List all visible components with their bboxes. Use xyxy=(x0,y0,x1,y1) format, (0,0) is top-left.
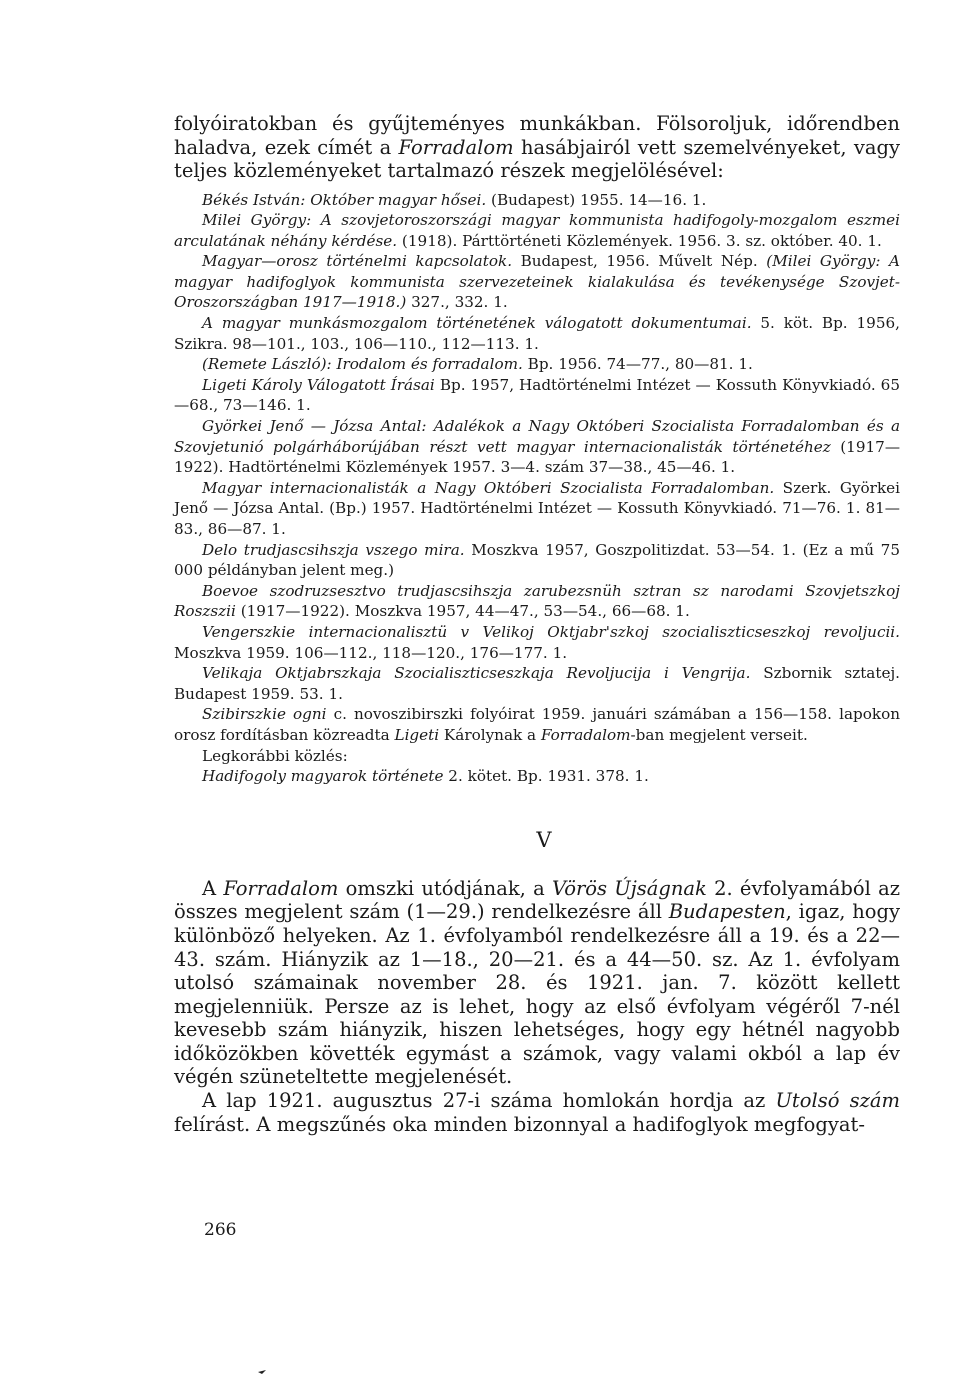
section-body xyxy=(174,877,900,1137)
bibliography-entry: Hadifogoly magyarok története 2. kötet. Bp. 1931. 378. 1. xyxy=(202,767,649,786)
bibliography-entry: Magyar internacionalisták a Nagy Októberi Szocialista Forradalomban. Szerk. Györkei Jenő — Józsa Antal. (Bp.) 1957. Hadtörténelmi Intézet — Kossuth Könyvkiadó. 71—76. 1. 81—83., 86—87. 1. xyxy=(174,478,900,538)
intro-paragraph: folyóiratokban és gyűjteményes munkákban. Fölsoroljuk, időrendben haladva, ezek címét a Forradalom hasábjairól vett szemelvényeket, vagy teljes közleményeket tartalmazó részek megjelölésével: xyxy=(174,112,900,182)
bibliography-entry: Vengerszkie internacionalisztü v Velikoj Oktjabr'szkoj szocialiszticseszkoj revoljucii. Moszkva 1959. 106—112., 118—120., 176—177. 1. xyxy=(174,622,900,662)
bibliography-entry: Velikaja Oktjabrszkaja Szocialiszticseszkaja Revoljucija i Vengrija. Szbornik sztatej. Budapest 1959. 53. 1. xyxy=(174,664,900,703)
bibliography-entry: (Remete László): Irodalom és forradalom. Bp. 1956. 74—77., 80—81. 1. xyxy=(202,355,753,374)
bibliography-entry: Milei György: A szovjetoroszországi magyar kommunista hadifogoly-mozgalom eszmei arculatának néhány kérdése. (1918). Párttörténeti Közlemények. 1956. 3. sz. október. 40. 1. xyxy=(174,211,900,250)
bibliography-entry: Magyar—orosz történelmi kapcsolatok. Budapest, 1956. Művelt Nép. (Milei György: A magyar hadifoglyok kommunista szervezeteinek kialakulása és tevékenysége Szovjet-Oroszországban 1917—1918.) 327., 332. 1. xyxy=(174,252,900,312)
bibliography-entry: Legkorábbi közlés: xyxy=(202,746,348,765)
section-heading: V xyxy=(536,827,552,852)
bibliography-entry: Szibirszkie ogni c. novoszibirszki folyóirat 1959. januári számában a 156—158. lapokon orosz fordításban közreadta Ligeti Károlynak a Forradalom-ban megjelent verseit. xyxy=(174,705,900,744)
bibliography-entry: Boevoe szodruzsesztvo trudjascsihszja zarubezsnüh sztran sz narodami Szovjetszkoj Roszszii (1917—1922). Moszkva 1957, 44—47., 53—54., 66—68. 1. xyxy=(174,581,900,621)
bibliography-entry: Ligeti Károly Válogatott Írásai Bp. 1957, Hadtörténelmi Intézet — Kossuth Könyvkiadó. 65—68., 73—146. 1. xyxy=(174,375,901,415)
book-page xyxy=(174,112,900,1342)
bibliography-entry: Delo trudjascsihszja vszego mira. Moszkva 1957, Goszpolitizdat. 53—54. 1. (Ez a mű 75 000 példányban jelent meg.) xyxy=(174,540,901,580)
bibliography-entry: Békés István: Október magyar hősei. (Budapest) 1955. 14—16. 1. xyxy=(202,190,707,209)
page-number: 266 xyxy=(204,1220,237,1240)
bibliography-entry: A magyar munkásmozgalom történetének válogatott dokumentumai. 5. köt. Bp. 1956, Szikra. 98—101., 103., 106—110., 112—113. 1. xyxy=(174,314,900,353)
bibliography-list xyxy=(174,190,900,787)
body-paragraph: A Forradalom omszki utódjának, a Vörös Újságnak 2. évfolyamából az összes megjelent szám (1—29.) rendelkezésre áll Budapesten, igaz, hogy különböző helyeken. Az 1. évfolyamból rendelkezésre áll a 19. és a 22—43. szám. Hiányzik az 1—18., 20—21. és a 44—50. sz. Az 1. évfolyam utolsó számainak november 28. és 1921. jan. 7. között kellett megjelenniük. Persze az is lehet, hogy az első évfolyam végéről 7-nél kevesebb szám hiányzik, hiszen lehetséges, hogy egy hétnél nagyobb időközökben követték egymást a számok, vagy valami okból a lap év végén szüneteltette megjelenését. xyxy=(174,876,900,1089)
body-paragraph: A lap 1921. augusztus 27-i száma homlokán hordja az Utolsó szám felírást. A megszűnés oka minden bizonnyal a hadifoglyok megfogyat- xyxy=(174,1089,900,1136)
bibliography-entry: Györkei Jenő — Józsa Antal: Adalékok a Nagy Októberi Szocialista Forradalomban és a Szovjetunió polgárháborújában részt vett magyar internacionalisták történetéhez (1917—1922). Hadtörténelmi Közlemények 1957. 3—4. szám 37—38., 45—46. 1. xyxy=(174,417,901,477)
